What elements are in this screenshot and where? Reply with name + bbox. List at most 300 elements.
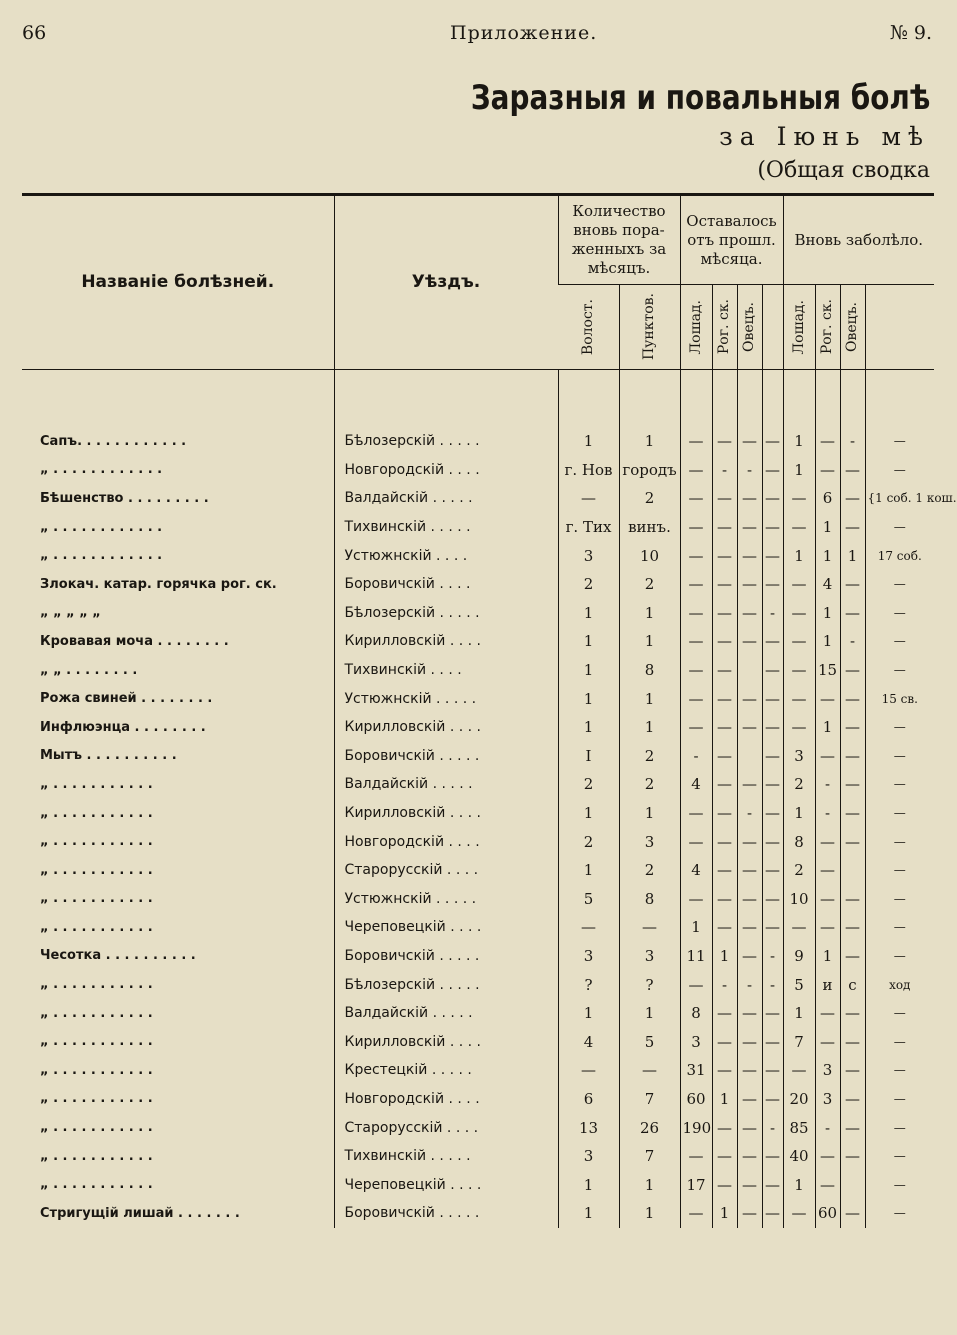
value-cell: — bbox=[762, 484, 783, 513]
value-cell: 1 bbox=[783, 1170, 815, 1199]
value-cell: 1 bbox=[680, 913, 712, 942]
value-cell: — bbox=[865, 570, 934, 599]
value-cell: — bbox=[840, 1113, 865, 1142]
disease-name: „ . . . . . . . . . . . bbox=[40, 919, 153, 935]
value-cell: 1 bbox=[558, 599, 619, 628]
disease-name: „ . . . . . . . . . . . bbox=[40, 1148, 153, 1164]
value-cell: 15 bbox=[815, 656, 840, 685]
value-cell: — bbox=[737, 1085, 762, 1114]
running-header bbox=[22, 22, 932, 48]
value-cell: — bbox=[712, 1027, 737, 1056]
disease-name: Кровавая моча . . . . . . . . bbox=[40, 633, 229, 649]
value-cell: — bbox=[558, 1056, 619, 1085]
value-cell: — bbox=[762, 799, 783, 828]
value-cell: 1 bbox=[558, 713, 619, 742]
value-cell: 1 bbox=[558, 1199, 619, 1228]
new-other-header bbox=[865, 285, 934, 370]
value-cell: 4 bbox=[558, 1027, 619, 1056]
value-cell: — bbox=[762, 656, 783, 685]
value-cell: — bbox=[680, 484, 712, 513]
value-cell: — bbox=[680, 970, 712, 999]
value-cell: — bbox=[865, 913, 934, 942]
value-cell: 1 bbox=[815, 713, 840, 742]
value-cell: — bbox=[840, 1056, 865, 1085]
value-cell: — bbox=[840, 1142, 865, 1171]
value-cell: 5 bbox=[619, 1027, 680, 1056]
value-cell: — bbox=[840, 1199, 865, 1228]
value-cell: — bbox=[558, 484, 619, 513]
value-cell: — bbox=[737, 827, 762, 856]
disease-name: „ . . . . . . . . . . . . bbox=[40, 462, 163, 478]
value-cell: I bbox=[558, 742, 619, 771]
district-name: Бѣлозерскій . . . . . bbox=[334, 599, 558, 628]
table-row bbox=[22, 513, 934, 542]
value-cell: — bbox=[815, 856, 840, 885]
value-cell: - bbox=[840, 427, 865, 456]
value-cell: - bbox=[762, 942, 783, 971]
value-cell: 3 bbox=[558, 541, 619, 570]
value-cell: 1 bbox=[815, 513, 840, 542]
value-cell: 2 bbox=[783, 770, 815, 799]
value-cell: — bbox=[865, 942, 934, 971]
value-cell: г. Нов bbox=[558, 456, 619, 485]
value-cell: — bbox=[840, 885, 865, 914]
value-cell: — bbox=[680, 656, 712, 685]
disease-name: „ . . . . . . . . . . . bbox=[40, 1177, 153, 1193]
value-cell bbox=[840, 856, 865, 885]
value-cell: — bbox=[680, 456, 712, 485]
value-cell: — bbox=[840, 1085, 865, 1114]
value-cell: — bbox=[737, 1113, 762, 1142]
value-cell: — bbox=[783, 1199, 815, 1228]
value-cell: — bbox=[783, 513, 815, 542]
value-cell: — bbox=[815, 1142, 840, 1171]
value-cell: — bbox=[762, 885, 783, 914]
table-row bbox=[22, 1113, 934, 1142]
table-row bbox=[22, 484, 934, 513]
value-cell: - bbox=[737, 970, 762, 999]
value-cell: 3 bbox=[558, 942, 619, 971]
value-cell: — bbox=[840, 827, 865, 856]
punkt-header: Пунктов. bbox=[619, 285, 680, 370]
value-cell: — bbox=[680, 799, 712, 828]
value-cell: — bbox=[737, 942, 762, 971]
month-subtitle: за Iюнь мѣ bbox=[719, 122, 930, 151]
value-cell: — bbox=[680, 570, 712, 599]
table-row bbox=[22, 427, 934, 456]
value-cell: — bbox=[865, 1085, 934, 1114]
value-cell: — bbox=[712, 627, 737, 656]
value-cell: — bbox=[558, 913, 619, 942]
table-row bbox=[22, 1056, 934, 1085]
value-cell: — bbox=[712, 827, 737, 856]
value-cell: 40 bbox=[783, 1142, 815, 1171]
district-name: Тихвинскій . . . . . bbox=[334, 1142, 558, 1171]
value-cell: — bbox=[762, 1142, 783, 1171]
value-cell: 60 bbox=[680, 1085, 712, 1114]
value-cell: — bbox=[712, 1113, 737, 1142]
district-name: Бѣлозерскій . . . . . bbox=[334, 427, 558, 456]
value-cell: — bbox=[840, 656, 865, 685]
remained-horse-header: Лошад. bbox=[680, 285, 712, 370]
value-cell: — bbox=[865, 1056, 934, 1085]
remained-column-header: Оставалось отъ прошл. мѣсяца. bbox=[680, 195, 783, 285]
value-cell: 7 bbox=[619, 1085, 680, 1114]
value-cell: - bbox=[762, 970, 783, 999]
value-cell: — bbox=[619, 1056, 680, 1085]
table-row bbox=[22, 1199, 934, 1228]
district-name: Новгородскій . . . . bbox=[334, 827, 558, 856]
table-row bbox=[22, 1085, 934, 1114]
value-cell: — bbox=[737, 684, 762, 713]
value-cell: 2 bbox=[619, 742, 680, 771]
value-cell: 5 bbox=[558, 885, 619, 914]
table-row bbox=[22, 742, 934, 771]
table-row bbox=[22, 799, 934, 828]
value-cell: 4 bbox=[680, 856, 712, 885]
value-cell: — bbox=[762, 1027, 783, 1056]
value-cell: — bbox=[815, 456, 840, 485]
value-cell: — bbox=[762, 1199, 783, 1228]
district-name: Старорусскій . . . . bbox=[334, 856, 558, 885]
value-cell: 1 bbox=[558, 627, 619, 656]
district-name: Кирилловскій . . . . bbox=[334, 627, 558, 656]
value-cell: — bbox=[840, 513, 865, 542]
value-cell: — bbox=[840, 1027, 865, 1056]
value-cell: — bbox=[712, 513, 737, 542]
disease-name: „ . . . . . . . . . . . bbox=[40, 862, 153, 878]
value-cell: — bbox=[680, 599, 712, 628]
value-cell: — bbox=[840, 770, 865, 799]
value-cell: — bbox=[783, 656, 815, 685]
value-cell: 1 bbox=[712, 942, 737, 971]
disease-name: „ . . . . . . . . . . . bbox=[40, 805, 153, 821]
value-cell: 1 bbox=[619, 713, 680, 742]
value-cell: — bbox=[712, 427, 737, 456]
district-name: Тихвинскій . . . . bbox=[334, 656, 558, 685]
value-cell: 10 bbox=[783, 885, 815, 914]
disease-name: „ . . . . . . . . . . . bbox=[40, 776, 153, 792]
value-cell: — bbox=[737, 999, 762, 1028]
summary-subtitle: (Общая сводка bbox=[757, 158, 930, 183]
disease-name: Инфлюэнца . . . . . . . . bbox=[40, 719, 206, 735]
value-cell: 10 bbox=[619, 541, 680, 570]
value-cell: — bbox=[712, 799, 737, 828]
value-cell: — bbox=[840, 742, 865, 771]
value-cell: 3 bbox=[815, 1085, 840, 1114]
value-cell: 5 bbox=[783, 970, 815, 999]
value-cell: - bbox=[712, 970, 737, 999]
disease-name: „ „ „ „ „ bbox=[40, 605, 101, 621]
value-cell: — bbox=[865, 770, 934, 799]
issue-number: № 9. bbox=[889, 22, 932, 44]
table-row bbox=[22, 599, 934, 628]
value-cell: 2 bbox=[558, 770, 619, 799]
value-cell: 60 bbox=[815, 1199, 840, 1228]
value-cell: — bbox=[737, 770, 762, 799]
value-cell: — bbox=[840, 999, 865, 1028]
disease-name: „ . . . . . . . . . . . . bbox=[40, 519, 163, 535]
value-cell: — bbox=[783, 570, 815, 599]
value-cell: — bbox=[762, 999, 783, 1028]
value-cell: 190 bbox=[680, 1113, 712, 1142]
value-cell: — bbox=[783, 627, 815, 656]
value-cell: 4 bbox=[680, 770, 712, 799]
value-cell: и bbox=[815, 970, 840, 999]
disease-name: „ . . . . . . . . . . . bbox=[40, 1091, 153, 1107]
value-cell: — bbox=[737, 513, 762, 542]
value-cell: — bbox=[840, 684, 865, 713]
value-cell: - bbox=[712, 456, 737, 485]
value-cell: — bbox=[712, 742, 737, 771]
value-cell: — bbox=[737, 484, 762, 513]
value-cell: - bbox=[737, 456, 762, 485]
value-cell: — bbox=[815, 427, 840, 456]
page-title: Заразныя и повальныя болѣ bbox=[470, 78, 930, 118]
new-cases-column-header: Вновь заболѣло. bbox=[783, 195, 934, 285]
value-cell: 1 bbox=[619, 1170, 680, 1199]
district-name: Валдайскій . . . . . bbox=[334, 999, 558, 1028]
value-cell: — bbox=[712, 541, 737, 570]
value-cell: 1 bbox=[558, 799, 619, 828]
value-cell: — bbox=[737, 541, 762, 570]
value-cell: — bbox=[783, 913, 815, 942]
disease-name: „ . . . . . . . . . . . bbox=[40, 1034, 153, 1050]
disease-name: Рожа свиней . . . . . . . . bbox=[40, 691, 213, 707]
value-cell: 6 bbox=[815, 484, 840, 513]
value-cell: — bbox=[865, 885, 934, 914]
district-name: Череповецкій . . . . bbox=[334, 1170, 558, 1199]
value-cell: — bbox=[680, 541, 712, 570]
value-cell: — bbox=[762, 856, 783, 885]
value-cell: 7 bbox=[783, 1027, 815, 1056]
value-cell: — bbox=[762, 827, 783, 856]
value-cell: — bbox=[840, 913, 865, 942]
value-cell: 1 bbox=[815, 627, 840, 656]
value-cell: 1 bbox=[619, 1199, 680, 1228]
value-cell: 1 bbox=[619, 799, 680, 828]
district-name: Валдайскій . . . . . bbox=[334, 484, 558, 513]
value-cell: - bbox=[840, 627, 865, 656]
value-cell: - bbox=[762, 1113, 783, 1142]
disease-name: „ . . . . . . . . . . . bbox=[40, 834, 153, 850]
value-cell: — bbox=[737, 1056, 762, 1085]
value-cell: — bbox=[737, 627, 762, 656]
value-cell: — bbox=[815, 913, 840, 942]
disease-name: Чесотка . . . . . . . . . . bbox=[40, 948, 196, 964]
value-cell: - bbox=[762, 599, 783, 628]
value-cell: 2 bbox=[619, 570, 680, 599]
value-cell: - bbox=[680, 742, 712, 771]
value-cell: — bbox=[737, 913, 762, 942]
value-cell: 1 bbox=[558, 684, 619, 713]
value-cell bbox=[737, 656, 762, 685]
table-row bbox=[22, 627, 934, 656]
value-cell: — bbox=[680, 1199, 712, 1228]
district-column-header: Уѣздъ. bbox=[334, 195, 558, 370]
value-cell: 2 bbox=[558, 570, 619, 599]
district-name: Кирилловскій . . . . bbox=[334, 713, 558, 742]
value-cell: — bbox=[865, 1142, 934, 1171]
value-cell bbox=[737, 742, 762, 771]
district-name: Старорусскій . . . . bbox=[334, 1113, 558, 1142]
value-cell: — bbox=[737, 1142, 762, 1171]
value-cell: 15 св. bbox=[865, 684, 934, 713]
value-cell: — bbox=[865, 713, 934, 742]
value-cell: 9 bbox=[783, 942, 815, 971]
disease-column-header: Названіе болѣзней. bbox=[22, 195, 334, 370]
value-cell: — bbox=[680, 827, 712, 856]
value-cell: — bbox=[865, 827, 934, 856]
value-cell: — bbox=[737, 713, 762, 742]
value-cell: с bbox=[840, 970, 865, 999]
appendix-label: Приложение. bbox=[450, 22, 598, 44]
value-cell: — bbox=[712, 1142, 737, 1171]
table-row bbox=[22, 1170, 934, 1199]
value-cell: 3 bbox=[680, 1027, 712, 1056]
district-name: Череповецкій . . . . bbox=[334, 913, 558, 942]
value-cell: — bbox=[712, 713, 737, 742]
value-cell: — bbox=[865, 627, 934, 656]
value-cell: 2 bbox=[619, 770, 680, 799]
district-name: Тихвинскій . . . . . bbox=[334, 513, 558, 542]
value-cell: 3 bbox=[619, 942, 680, 971]
value-cell: — bbox=[712, 1056, 737, 1085]
value-cell: 1 bbox=[558, 856, 619, 885]
value-cell: - bbox=[815, 770, 840, 799]
value-cell: — bbox=[865, 1199, 934, 1228]
value-cell: — bbox=[865, 742, 934, 771]
table-row bbox=[22, 684, 934, 713]
value-cell: — bbox=[762, 1170, 783, 1199]
district-name: Устюжнскій . . . . . bbox=[334, 684, 558, 713]
value-cell: — bbox=[762, 456, 783, 485]
disease-name: Бѣшенство . . . . . . . . . bbox=[40, 490, 209, 506]
district-name: Валдайскій . . . . . bbox=[334, 770, 558, 799]
value-cell: ход bbox=[865, 970, 934, 999]
value-cell: — bbox=[737, 599, 762, 628]
table-row bbox=[22, 856, 934, 885]
table-row bbox=[22, 713, 934, 742]
value-cell: 1 bbox=[558, 656, 619, 685]
value-cell: — bbox=[762, 1085, 783, 1114]
value-cell: - bbox=[815, 1113, 840, 1142]
value-cell: — bbox=[815, 742, 840, 771]
value-cell: — bbox=[840, 799, 865, 828]
value-cell: 3 bbox=[783, 742, 815, 771]
value-cell: — bbox=[815, 885, 840, 914]
table-row bbox=[22, 541, 934, 570]
value-cell: — bbox=[619, 913, 680, 942]
value-cell: — bbox=[712, 913, 737, 942]
value-cell: 1 bbox=[815, 541, 840, 570]
value-cell: — bbox=[783, 713, 815, 742]
value-cell: — bbox=[762, 713, 783, 742]
disease-name: „ . . . . . . . . . . . bbox=[40, 977, 153, 993]
value-cell: — bbox=[815, 1170, 840, 1199]
value-cell: 7 bbox=[619, 1142, 680, 1171]
value-cell: — bbox=[865, 456, 934, 485]
value-cell: 6 bbox=[558, 1085, 619, 1114]
value-cell: — bbox=[865, 513, 934, 542]
value-cell: — bbox=[865, 427, 934, 456]
value-cell: — bbox=[762, 684, 783, 713]
value-cell: 13 bbox=[558, 1113, 619, 1142]
value-cell: 8 bbox=[783, 827, 815, 856]
value-cell: 20 bbox=[783, 1085, 815, 1114]
value-cell: 26 bbox=[619, 1113, 680, 1142]
district-name: Боровичскій . . . . . bbox=[334, 1199, 558, 1228]
table-body bbox=[22, 370, 957, 1228]
value-cell: — bbox=[865, 599, 934, 628]
value-cell: 8 bbox=[619, 656, 680, 685]
table-row bbox=[22, 999, 934, 1028]
volost-header: Волост. bbox=[558, 285, 619, 370]
value-cell: 85 bbox=[783, 1113, 815, 1142]
value-cell: 3 bbox=[619, 827, 680, 856]
value-cell: городъ bbox=[619, 456, 680, 485]
district-name: Новгородскій . . . . bbox=[334, 456, 558, 485]
disease-table bbox=[22, 193, 957, 1228]
value-cell: 1 bbox=[619, 627, 680, 656]
value-cell: 8 bbox=[619, 885, 680, 914]
district-name: Бѣлозерскій . . . . . bbox=[334, 970, 558, 999]
disease-name: „ . . . . . . . . . . . bbox=[40, 1005, 153, 1021]
value-cell: — bbox=[762, 913, 783, 942]
value-cell: — bbox=[815, 684, 840, 713]
value-cell: 1 bbox=[712, 1199, 737, 1228]
value-cell: — bbox=[680, 885, 712, 914]
value-cell: {1 соб. 1 кош. bbox=[865, 484, 934, 513]
spacer-row bbox=[22, 370, 934, 428]
value-cell: 1 bbox=[558, 1170, 619, 1199]
value-cell: — bbox=[865, 1027, 934, 1056]
value-cell: — bbox=[865, 856, 934, 885]
value-cell: 1 bbox=[815, 599, 840, 628]
value-cell: - bbox=[737, 799, 762, 828]
district-name: Новгородскій . . . . bbox=[334, 1085, 558, 1114]
value-cell: — bbox=[762, 627, 783, 656]
value-cell: — bbox=[680, 713, 712, 742]
value-cell: — bbox=[783, 484, 815, 513]
value-cell: — bbox=[737, 1170, 762, 1199]
value-cell: ? bbox=[558, 970, 619, 999]
table-row bbox=[22, 827, 934, 856]
value-cell: — bbox=[865, 1170, 934, 1199]
value-cell: — bbox=[762, 427, 783, 456]
value-cell: — bbox=[840, 599, 865, 628]
table-row bbox=[22, 942, 934, 971]
value-cell: 1 bbox=[783, 541, 815, 570]
value-cell: 1 bbox=[619, 427, 680, 456]
value-cell: — bbox=[840, 570, 865, 599]
table-row bbox=[22, 970, 934, 999]
value-cell: 2 bbox=[558, 827, 619, 856]
value-cell: 1 bbox=[815, 942, 840, 971]
table-row bbox=[22, 1027, 934, 1056]
value-cell: — bbox=[680, 684, 712, 713]
value-cell: — bbox=[840, 942, 865, 971]
value-cell: 1 bbox=[558, 427, 619, 456]
value-cell: — bbox=[712, 484, 737, 513]
value-cell: 11 bbox=[680, 942, 712, 971]
table-row bbox=[22, 1142, 934, 1171]
disease-name: Злокач. катар. горячка рог. ск. bbox=[40, 576, 277, 592]
value-cell: — bbox=[762, 541, 783, 570]
district-name: Устюжнскій . . . . bbox=[334, 541, 558, 570]
value-cell: 1 bbox=[619, 999, 680, 1028]
value-cell: — bbox=[840, 713, 865, 742]
